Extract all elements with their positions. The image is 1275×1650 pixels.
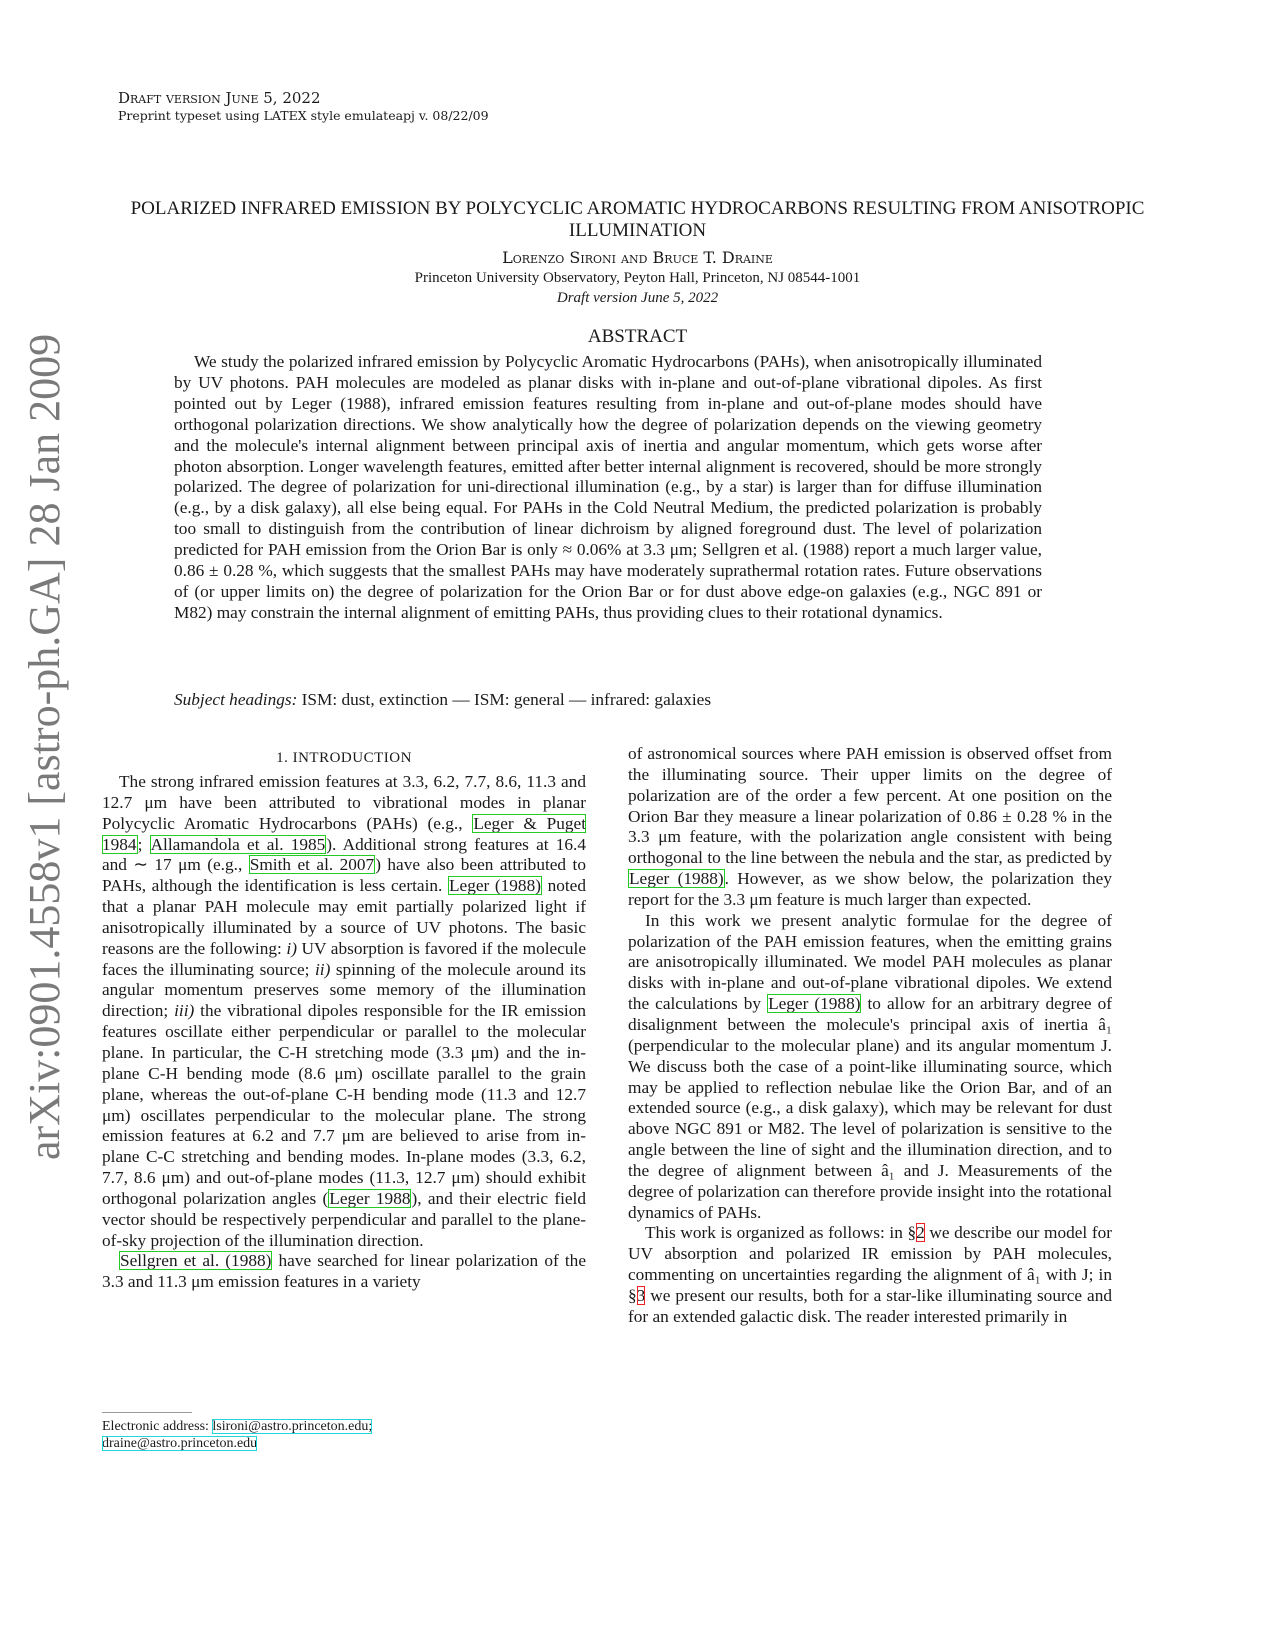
section-reference-link[interactable]: 2	[916, 1223, 925, 1243]
intro-paragraph-4	[628, 1223, 1112, 1327]
text-run: ii)	[314, 959, 331, 979]
authors: Lorenzo Sironi and Bruce T. Draine	[502, 248, 773, 267]
draft-date: Draft version June 5, 2022	[556, 290, 719, 306]
text-run: ). Additional strong features at 16.4 and ∼ 17 μm (e.g.,	[102, 834, 586, 875]
text-run: This work is organized as follows: in §	[645, 1223, 917, 1243]
footnote-label: Electronic address:	[102, 1419, 213, 1434]
text-run: iii)	[174, 1001, 195, 1021]
citation-link[interactable]: Leger (1988)	[629, 869, 724, 889]
intro-paragraph-2	[102, 1251, 586, 1293]
text-run: The strong infrared emission features at 3.3, 6.2, 7.7, 8.6, 11.3 and 12.7 μm have been attributed to vibrational modes in planar Polycyclic Aromatic Hydrocarbons (PAHs) (e.g.,	[102, 772, 586, 833]
paper-title: POLARIZED INFRARED EMISSION BY POLYCYCLIC AROMATIC HYDROCARBONS RESULTING FROM ANISOTROPIC ILLUMINATION	[130, 198, 1145, 241]
text-run: In this work we present analytic formulae for the degree of polarization of the PAH emission features, when the emitting grains are anisotropically illuminated. We model PAH molecules as planar disks with in-plane and out-of-plane vibrational dipoles. We extend the calculations by	[628, 910, 1112, 1014]
text-run: we present our results, both for a star-like illuminating source and for an extended galactic disk. The reader interested primarily in	[628, 1285, 1112, 1326]
citation-link[interactable]: Allamandola et al. 1985	[150, 834, 326, 854]
citation-link[interactable]: Leger 1988	[329, 1188, 411, 1208]
section-heading-introduction: 1. INTRODUCTION	[276, 750, 412, 766]
abstract-heading: ABSTRACT	[587, 326, 688, 347]
text-run: noted that a planar PAH molecule may emit partially polarized light if anisotropically illuminated by a source of UV photons. The basic reasons are the following:	[102, 876, 586, 958]
citation-link[interactable]: Leger (1988)	[768, 994, 861, 1014]
email-link[interactable]: lsironi@astro.princeton.edu;	[212, 1419, 373, 1434]
draft-version-line: Draft version June 5, 2022	[118, 89, 321, 107]
left-column	[102, 744, 586, 1293]
preprint-line: Preprint typeset using LATEX style emulateapj v. 08/22/09	[118, 108, 489, 123]
affiliation: Princeton University Observatory, Peyton Hall, Princeton, NJ 08544-1001	[414, 270, 861, 286]
subject-headings-text: ISM: dust, extinction — ISM: general — infrared: galaxies	[297, 690, 712, 709]
text-run: have searched for linear polarization of the 3.3 and 11.3 μm emission features in a variety	[102, 1251, 586, 1292]
text-run: i)	[286, 938, 297, 958]
text-run: of astronomical sources where PAH emission is observed offset from the illuminating source. Their upper limits on the degree of polarization are of the order a few percent. At one position on the Orion Bar they measure a linear polarization of 0.86 ± 0.28 % in the 3.3 μm feature, with the polarization angle consistent with being orthogonal to the line between the nebula and the star, as predicted by	[628, 744, 1112, 868]
text-run: the vibrational dipoles responsible for the IR emission features oscillate either perpendicular or parallel to the molecular plane. In particular, the C-H stretching mode (3.3 μm) and the in-plane C-H bending mode (8.6 μm) oscillate parallel to the grain plane, whereas the out-of-plane C-H bending mode (11.3 and 12.7 μm) oscillates perpendicular to the molecular plane. The strong emission features at 6.2 and 7.7 μm are believed to arise from in-plane C-C stretching and bending modes. In-plane modes (3.3, 6.2, 7.7, 8.6 μm) and out-of-plane modes (11.3, 12.7 μm) should exhibit orthogonal polarization angles (	[102, 1001, 586, 1208]
citation-link[interactable]: Smith et al. 2007	[249, 855, 375, 875]
arxiv-identifier-stamp: arXiv:0901.4558v1 [astro-ph.GA] 28 Jan 2009	[20, 333, 69, 1160]
text-run: ) have also been attributed to PAHs, although the identification is less certain.	[102, 855, 586, 896]
text-run: . However, as we show below, the polarization they report for the 3.3 μm feature is much larger than expected.	[628, 869, 1112, 909]
text-run: spinning of the molecule around its angular momentum preserves some memory of the illumination direction;	[102, 959, 586, 1021]
intro-paragraph-3	[628, 911, 1112, 1224]
text-run: ), and their electric field vector should be respectively perpendicular and parallel to the plane-of-sky projection of the illumination direction.	[102, 1188, 586, 1250]
text-run: UV absorption is favored if the molecule faces the illuminating source;	[102, 938, 586, 979]
text-run: we describe our model for UV absorption and polarized IR emission by PAH molecules, commenting on uncertainties regarding the alignment of â₁ with J; in §	[628, 1223, 1112, 1305]
citation-link[interactable]: Leger (1988)	[448, 876, 541, 896]
subject-headings	[174, 689, 1042, 710]
right-column	[628, 744, 1112, 1328]
subject-headings-label: Subject headings:	[174, 690, 298, 709]
email-link[interactable]: draine@astro.princeton.edu	[102, 1436, 258, 1451]
abstract-text: We study the polarized infrared emission by Polycyclic Aromatic Hydrocarbons (PAHs), when anisotropically illuminated by UV photons. PAH molecules are modeled as planar disks with in-plane and out-of-plane vibrational dipoles. As first pointed out by Leger (1988), infrared emission features resulting from in-plane and out-of-plane modes should have orthogonal polarization directions. We show analytically how the degree of polarization depends on the viewing geometry and the molecule's internal alignment between principal axis of inertia and angular momentum, which gets worse after photon absorption. Longer wavelength features, emitted after better internal alignment is recovered, should be more strongly polarized. The degree of polarization for uni-directional illumination (e.g., by a star) is larger than for diffuse illumination (e.g., by a disk galaxy), all else being equal. For PAHs in the Cold Neutral Medium, the predicted polarization is probably too small to distinguish from the contribution of linear dichroism by aligned foreground dust. The level of polarization predicted for PAH emission from the Orion Bar is only ≈ 0.06% at 3.3 μm; Sellgren et al. (1988) report a much larger value, 0.86 ± 0.28 %, which suggests that the smallest PAHs may have moderately suprathermal rotation rates. Future observations of (or upper limits on) the degree of polarization for the Orion Bar or for dust above edge-on galaxies (e.g., NGC 891 or M82) may constrain the internal alignment of emitting PAHs, thus providing clues to their rotational dynamics.	[174, 352, 1042, 622]
footnote-email	[102, 1418, 602, 1452]
footnote-rule	[102, 1412, 192, 1413]
citation-link[interactable]: Leger & Puget 1984	[102, 813, 586, 854]
intro-paragraph-2-continued	[628, 744, 1112, 911]
citation-link[interactable]: Sellgren et al. (1988)	[120, 1251, 272, 1271]
text-run: to allow for an arbitrary degree of disalignment between the molecule's principal axis of inertia â₁ (perpendicular to the molecular plane) and its angular momentum J. We discuss both the case of a point-like illuminating source, which may be applied to reflection nebulae like the Orion Bar, and of an extended source (e.g., a disk galaxy), which may be relevant for dust above NGC 891 or M82. The level of polarization is sensitive to the angle between the line of sight and the illumination direction, and to the degree of alignment between â₁ and J. Measurements of the degree of polarization can therefore provide insight into the rotational dynamics of PAHs.	[628, 994, 1112, 1222]
text-run: ;	[137, 834, 150, 854]
intro-paragraph-1	[102, 772, 586, 1251]
section-reference-link[interactable]: 3	[636, 1285, 646, 1305]
